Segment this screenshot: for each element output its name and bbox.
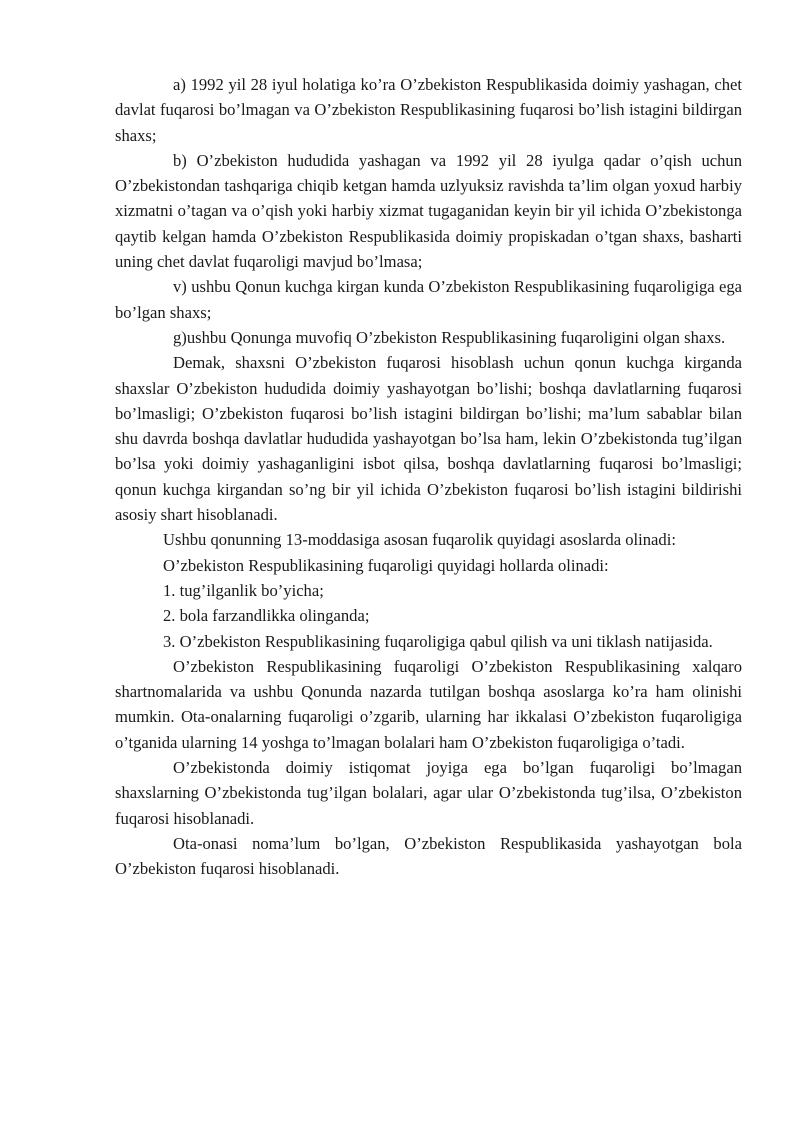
paragraph-article-13: Ushbu qonunning 13-moddasiga asosan fuqarolik quyidagi asoslarda olinadi:: [163, 530, 676, 550]
list-item-1: 1. tug’ilganlik bo’yicha;: [163, 580, 324, 600]
document-body: [115, 72, 742, 882]
paragraph-item-a: a) 1992 yil 28 iyul holatiga ko’ra O’zbekiston Respublikasida doimiy yashagan, chet davlat fuqarosi bo’lmagan va O’zbekiston Respublikasining fuqarosi bo’lish istagini bildirgan shaxs;: [115, 75, 742, 145]
paragraph-summary: Demak, shaxsni O’zbekiston fuqarosi hisoblash uchun qonun kuchga kirganda shaxslar O’zbekiston hududida doimiy yashayotgan bo’lishi; boshqa davlatlarning fuqarosi bo’lmasligi; O’zbekiston fuqarosi bo’lish istagini bildirgan bo’lishi; ma’lum sabablar bilan shu davrda boshqa davlatlar hududida yashayotgan bo’lsa ham, lekin O’zbekistonda tug’ilgan bo’lsa yoki doimiy yashaganligini isbot qilsa, boshqa davlatlarning fuqarosi bo’lmasligi; qonun kuchga kirgandan so’ng bir yil ichida O’zbekiston fuqarosi bo’lish istagini bildirishi asosiy shart hisoblanadi.: [115, 353, 742, 525]
list-item-2: 2. bola farzandlikka olinganda;: [163, 606, 370, 626]
paragraph-item-g: g)ushbu Qonunga muvofiq O’zbekiston Respublikasining fuqaroligini olgan shaxs.: [173, 327, 726, 347]
paragraph-unknown-parents: Ota-onasi noma’lum bo’lgan, O’zbekiston Respublikasida yashayotgan bola O’zbekiston fuqarosi hisoblanadi.: [115, 833, 742, 879]
paragraph-item-b: b) O’zbekiston hududida yashagan va 1992 yil 28 iyulga qadar o’qish uchun O’zbekistondan tashqariga chiqib ketgan hamda uzlyuksiz ravishda ta’lim olgan yoxud harbiy xizmatni o’tagan va o’qish yoki harbiy xizmat tugaganidan keyin bir yil ichida O’zbekistonga qaytib kelgan hamda O’zbekiston Respublikasida doimiy propiskadan o’tgan shaxs, basharti uning chet davlat fuqaroligi mavjud bo’lmasa;: [115, 150, 742, 272]
paragraph-item-v: v) ushbu Qonun kuchga kirgan kunda O’zbekiston Respublikasining fuqaroligiga ega bo’lgan shaxs;: [115, 277, 742, 322]
paragraph-stateless-children: O’zbekistonda doimiy istiqomat joyiga ega bo’lgan fuqaroligi bo’lmagan shaxslarning O’zbekistonda tug’ilgan bolalari, agar ular O’zbekistonda tug’ilsa, O’zbekiston fuqarosi hisoblanadi.: [115, 758, 742, 828]
paragraph-grounds-intro: O’zbekiston Respublikasining fuqaroligi quyidagi hollarda olinadi:: [163, 555, 609, 575]
list-item-3: 3. O’zbekiston Respublikasining fuqaroligiga qabul qilish va uni tiklash natijasida.: [163, 631, 713, 651]
paragraph-international-treaties: O’zbekiston Respublikasining fuqaroligi O’zbekiston Respublikasining xalqaro shartnomalarida va ushbu Qonunda nazarda tutilgan boshqa asoslarga ko’ra ham olinishi mumkin. Ota-onalarning fuqaroligi o’zgarib, ularning har ikkalasi O’zbekiston fuqaroligiga o’tganida ularning 14 yoshga to’lmagan bolalari ham O’zbekiston fuqaroligiga o’tadi.: [115, 656, 742, 752]
